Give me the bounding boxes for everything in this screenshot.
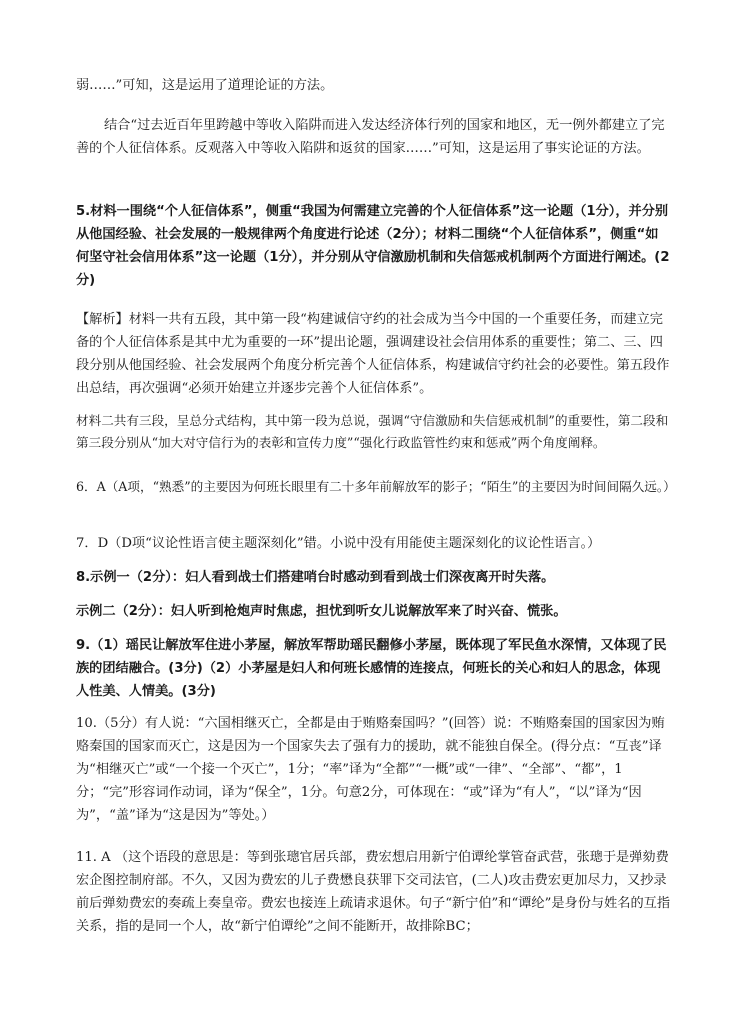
- answer-8-example-1: 8.示例一（2分）：妇人看到战士们搭建哨台时感动到看到战士们深夜离开时失落。: [76, 570, 555, 585]
- answer-9: 9.（1）瑶民让解放军住进小茅屋，解放军帮助瑶民翻修小茅屋，既体现了军民鱼水深情，又体现了民族的团结融合。(3分)（2）小茅屋是妇人和何班长感情的连接点，何班长的关心和妇人的思念，体现人性美、人情美。(3分): [76, 638, 667, 699]
- answer-10: 10.（5分）有人说：“六国相继灭亡，全都是由于贿赂秦国吗？”(回答）说：不贿赂秦国的国家因为贿赂秦国的国家而灭亡，这是因为一个国家失去了强有力的援助，就不能独自保全。(得分点：“互丧”译为“相继灭亡”或“一个接一个灭亡”，1分；“率”译为“全都”“一概”或“一律”、“全部”、“都”，1分；“完”形容词作动词，译为“保全”，1分。句意2分，可体现在：“或”译为“有人”，“以”译为“因为”，“盖”译为“这是因为”等处。）: [76, 716, 665, 823]
- analysis-material-2: 材料二共有三段，呈总分式结构，其中第一段为总说，强调“守信激励和失信惩戒机制”的重要性，第二段和第三段分别从“加大对守信行为的表彰和宣传力度”“强化行政监管性约束和惩戒”两个角度阐释。: [76, 413, 669, 450]
- paragraph-factual-argument: 结合“过去近百年里跨越中等收入陷阱而进入发达经济体行列的国家和地区，无一例外都建立了完善的个人征信体系。反观落入中等收入陷阱和返贫的国家……”可知，这是运用了事实论证的方法。: [76, 118, 665, 156]
- answer-11: 11. A （这个语段的意思是：等到张璁官居兵部，费宏想启用新宁伯谭纶掌管奋武营，张璁于是弹劾费宏企图控制府部。不久，又因为费宏的儿子费懋良获罪下交司法官，(二人)攻击费宏更加尽力，又抄录前后弹劾费宏的奏疏上奏皇帝。费宏也接连上疏请求退休。句子“新宁伯”和“谭纶”是身份与姓名的互指关系，指的是同一个人，故“新宁伯谭纶”之间不能断开，故排除BC；: [76, 850, 671, 934]
- paragraph-reasoning-argument: 弱……”可知，这是运用了道理论证的方法。: [76, 78, 334, 93]
- answer-7: 7．D（D项“议论性语言使主题深刻化”错。小说中没有用能使主题深刻化的议论性语言。）: [76, 536, 601, 551]
- answer-8-example-2: 示例二（2分）：妇人听到枪炮声时焦虑，担忧到听女儿说解放军来了时兴奋、慌张。: [76, 604, 567, 619]
- answer-5: 5.材料一围绕“个人征信体系”，侧重“我国为何需建立完善的个人征信体系”这一论题（1分），并分别从他国经验、社会发展的一般规律两个角度进行论述（2分）；材料二围绕“个人征信体系”，侧重“如何坚守社会信用体系”这一论题（1分），并分别从守信激励机制和失信惩戒机制两个方面进行阐述。(2分): [76, 204, 670, 288]
- answer-6: 6．A（A项，“熟悉”的主要因为何班长眼里有二十多年前解放军的影子；“陌生”的主要因为时间间隔久远。）: [76, 479, 676, 494]
- analysis-material-1: 【解析】材料一共有五段，其中第一段“构建诚信守约的社会成为当今中国的一个重要任务，而建立完备的个人征信体系是其中尤为重要的一环”提出论题，强调建设社会信用体系的重要性；第二、三、四段分别从他国经验、社会发展两个角度分析完善个人征信体系，构建诚信守约社会的必要性。第五段作出总结，再次强调“必须开始建立并逐步完善个人征信体系”。: [76, 312, 670, 396]
